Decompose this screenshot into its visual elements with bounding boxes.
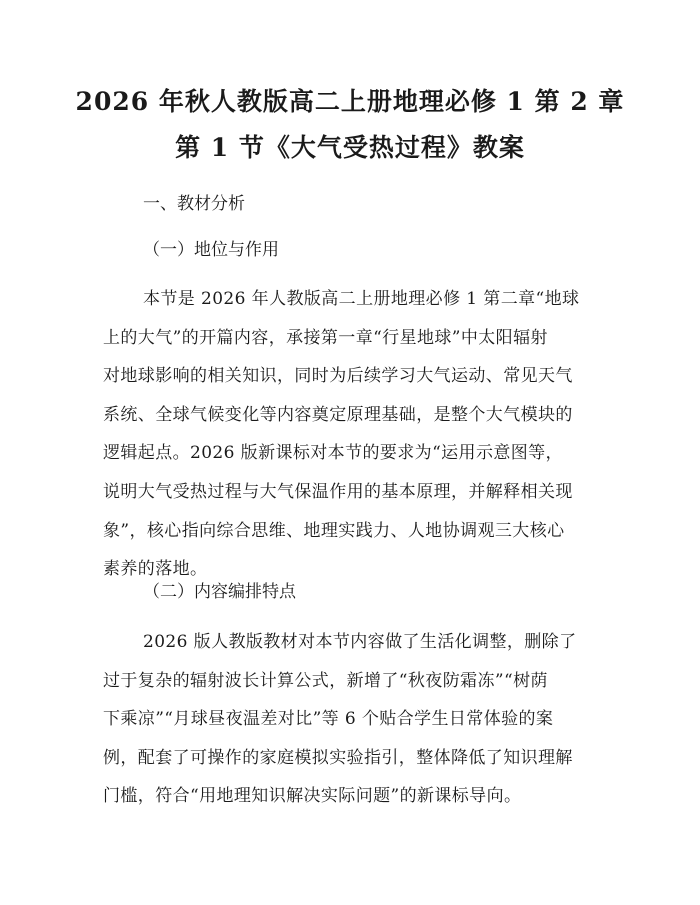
- paragraph-line: 例，配套了可操作的家庭模拟实验指引，整体降低了知识理解: [103, 747, 573, 768]
- paragraph-line: 下乘凉”“月球昼夜温差对比”等 6 个贴合学生日常体验的案: [103, 709, 554, 730]
- paragraph-line: 逻辑起点。2026 版新课标对本节的要求为“运用示意图等，: [103, 443, 563, 464]
- subsection-heading-position: （一）地位与作用: [143, 240, 279, 260]
- paragraph-line: 过于复杂的辐射波长计算公式，新增了“秋夜防霜冻”“树荫: [103, 670, 548, 691]
- paragraph-line: 素养的落地。: [103, 559, 208, 580]
- paragraph-line: 本节是 2026 年人教版高二上册地理必修 1 第二章“地球: [143, 289, 580, 309]
- paragraph-line: 系统、全球气候变化等内容奠定原理基础，是整个大气模块的: [103, 404, 573, 425]
- paragraph-line: 对地球影响的相关知识，同时为后续学习大气运动、常见天气: [103, 366, 573, 387]
- paragraph-line: 说明大气受热过程与大气保温作用的基本原理，并解释相关现: [103, 481, 573, 502]
- paragraph-line: 上的大气”的开篇内容，承接第一章“行星地球”中太阳辐射: [103, 327, 548, 348]
- paragraph-line: 门槛，符合“用地理知识解决实际问题”的新课标导向。: [103, 786, 522, 807]
- paragraph-line: 象”，核心指向综合思维、地理实践力、人地协调观三大核心: [103, 520, 565, 541]
- document-title-line-2: 第 1 节《大气受热过程》教案: [175, 133, 525, 162]
- section-heading: 一、教材分析: [143, 194, 245, 214]
- document-title-line-1: 2026 年秋人教版高二上册地理必修 1 第 2 章: [75, 87, 625, 116]
- paragraph-position-role: [103, 280, 603, 589]
- paragraph-content-features: [103, 623, 603, 816]
- subsection-heading-content-features: （二）内容编排特点: [143, 582, 296, 602]
- paragraph-line: 2026 版人教版教材对本节内容做了生活化调整，删除了: [143, 632, 577, 652]
